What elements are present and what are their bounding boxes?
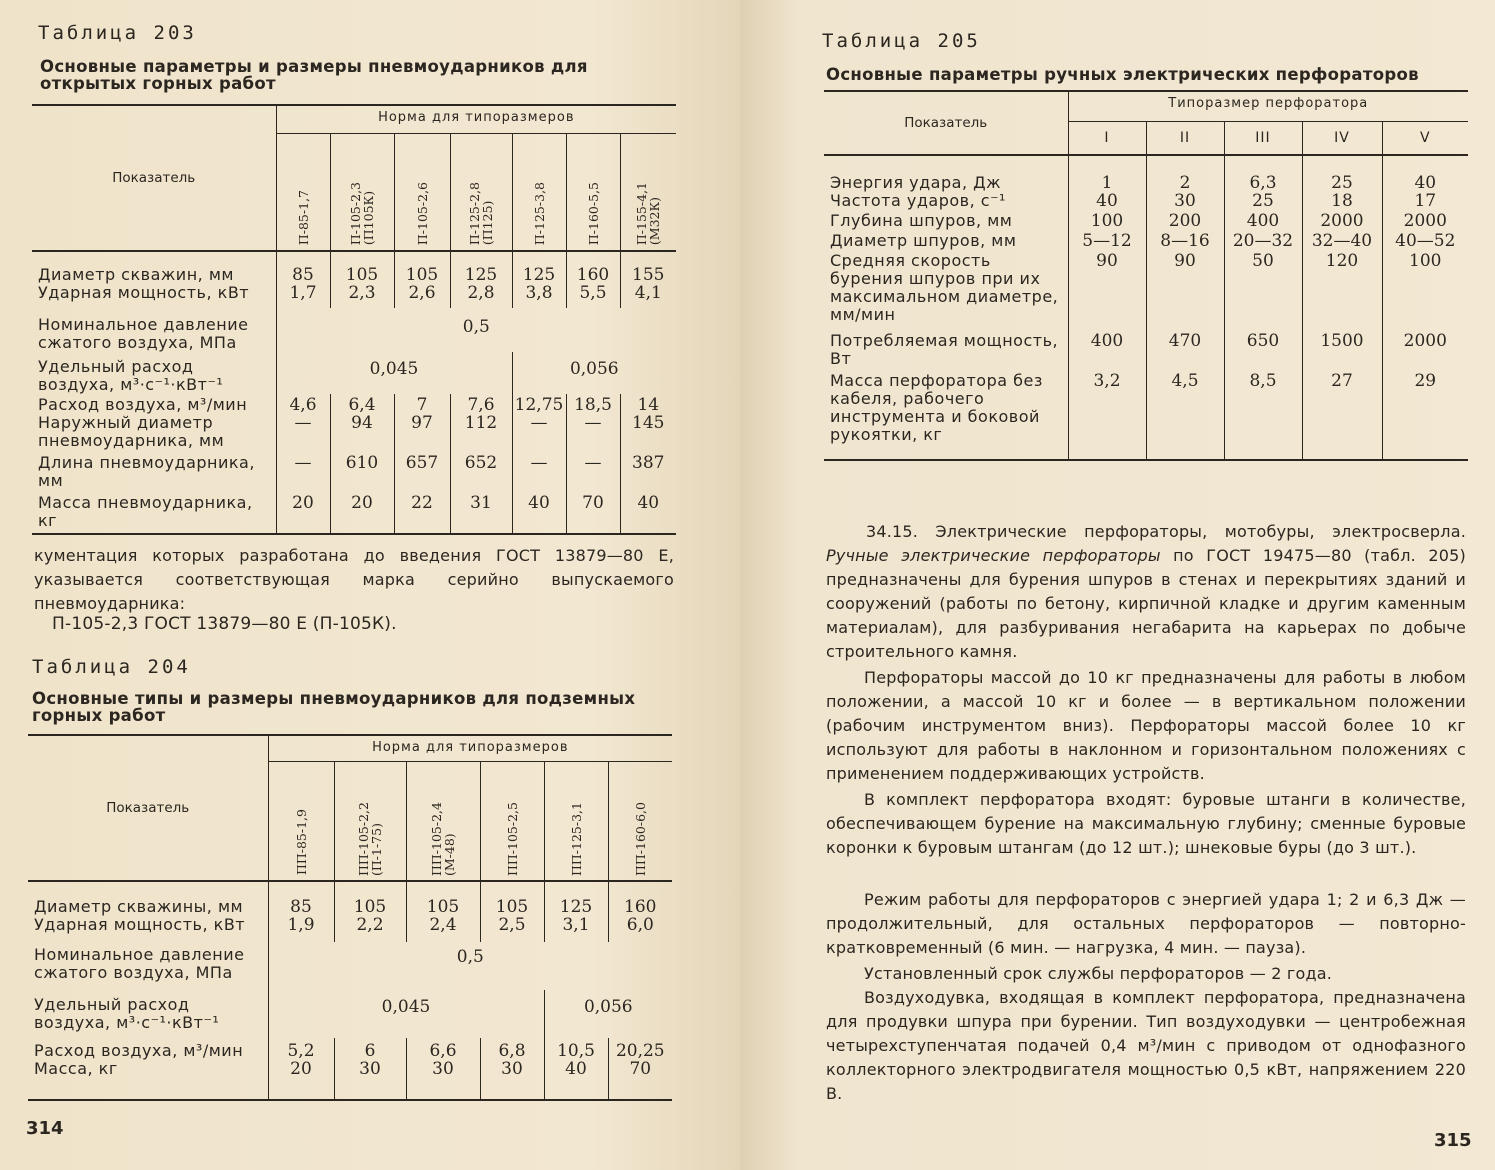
column-header-text: П-105-2,3 (П105К): [348, 182, 376, 246]
cell-value: 657: [394, 450, 450, 490]
row-label: Потребляемая мощность, Вт: [830, 331, 1059, 368]
cell-value: 112: [450, 414, 512, 450]
column-header: [394, 133, 450, 251]
column-header-wrap: [545, 762, 608, 876]
header-norm: Норма для типоразмеров: [268, 735, 672, 761]
column-header-text: III: [1255, 129, 1271, 146]
cell-value: 1,7: [276, 284, 330, 308]
cell-value: 2: [1146, 155, 1224, 192]
cell-value: 2,6: [394, 284, 450, 308]
table-row: [824, 252, 1468, 332]
column-header-wrap: [609, 762, 673, 876]
column-header: [268, 761, 334, 881]
column-header-wrap: [513, 134, 566, 246]
section-heading: 34.15. Электрические перфораторы, мотобуры, электросверла.: [866, 522, 1466, 541]
cell-value: 2000: [1302, 212, 1382, 232]
cell-value: 12,75: [512, 394, 566, 414]
cell-value: 70: [608, 1060, 672, 1100]
row-label: Длина пневмоударника, мм: [38, 453, 255, 490]
column-header-wrap: [395, 134, 450, 246]
row-label: Номинальное давление сжатого воздуха, МПа: [34, 945, 245, 982]
cell-value: 1500: [1302, 332, 1382, 372]
cell-value: 2,2: [334, 916, 406, 942]
cell-value: 105: [480, 881, 544, 916]
column-header: [566, 133, 620, 251]
cell-value: 22: [394, 490, 450, 534]
cell-value: 20: [268, 1060, 334, 1100]
page-number-left: 314: [26, 1118, 64, 1139]
cell-value: 6,6: [406, 1038, 480, 1060]
cell-value: 4,1: [620, 284, 676, 308]
cell-value: 105: [406, 881, 480, 916]
cell-value: —: [276, 414, 330, 450]
column-header: [620, 133, 676, 251]
header-indicator: Показатель: [28, 735, 268, 881]
cell-value: 85: [276, 251, 330, 284]
cell-value: 6,3: [1224, 155, 1302, 192]
paragraph-1-rest: по ГОСТ 19475—80 (табл. 205) предназначены для бурения шпуров в стенах и перекрытиях зданий и сооружений (работы по бетону, кирпичной кладке и другим каменным материалам), для разбуривания негабарита на карьерах по добыче строительного камня.: [826, 546, 1466, 661]
cell-value: 20—32: [1224, 232, 1302, 252]
table-row: [32, 394, 676, 414]
cell-split-value: 0,056: [512, 352, 676, 394]
table-row: [824, 192, 1468, 212]
column-header-wrap: [451, 134, 512, 246]
cell-value: 40: [1068, 192, 1146, 212]
table-204-title: Основные типы и размеры пневмоударников для подземных горных работ: [32, 689, 636, 725]
cell-value: 2,5: [480, 916, 544, 942]
table-205: [824, 90, 1468, 461]
cell-value: 30: [1146, 192, 1224, 212]
table-row: [28, 881, 672, 916]
cell-split-value: 0,056: [544, 990, 672, 1038]
column-header-wrap: [407, 762, 480, 876]
cell-value: 1: [1068, 155, 1146, 192]
column-header: [406, 761, 480, 881]
cell-value: 6,8: [480, 1038, 544, 1060]
cell-value: 31: [450, 490, 512, 534]
table-205-caption: Таблица 205: [822, 30, 981, 52]
table-row: [824, 212, 1468, 232]
cell-value: 20,25: [608, 1038, 672, 1060]
cell-value: 4,6: [276, 394, 330, 414]
header-norm: Типоразмер перфоратора: [1068, 91, 1468, 121]
paragraph-3: В комплект перфоратора входят: буровые штанги в количестве, обеспечивающем бурение на максимальную глубину; сменные буровые коронки к буровым штангам (до 12 шт.); шнековые буры (до 3 шт.).: [826, 790, 1466, 857]
cell-value: 160: [608, 881, 672, 916]
column-header: [330, 133, 394, 251]
column-header: [1224, 121, 1302, 155]
column-header-text: V: [1419, 129, 1431, 146]
row-label: Расход воздуха, м³/мин: [34, 1041, 244, 1060]
cell-value: 5—12: [1068, 232, 1146, 252]
row-label: Удельный расход воздуха, м³·с⁻¹·кВт⁻¹: [38, 357, 224, 394]
cell-value: 30: [480, 1060, 544, 1100]
cell-value: 2000: [1382, 212, 1468, 232]
cell-value: 6,0: [608, 916, 672, 942]
paragraph-4: Режим работы для перфораторов с энергией удара 1; 2 и 6,3 Дж — продолжительный, для остальных перфораторов — повторно-кратковременный (6 мин. — нагрузка, 4 мин. — пауза).: [826, 890, 1466, 957]
cell-value: —: [512, 450, 566, 490]
cell-value: 3,8: [512, 284, 566, 308]
cell-value: 70: [566, 490, 620, 534]
column-header: [1302, 121, 1382, 155]
cell-value: 27: [1302, 372, 1382, 460]
table-205-title: Основные параметры ручных электрических перфораторов: [826, 65, 1419, 84]
table-row: [28, 916, 672, 942]
column-header: [1068, 121, 1146, 155]
column-header-wrap: [567, 134, 620, 246]
cell-value: 400: [1068, 332, 1146, 372]
column-header: [608, 761, 672, 881]
cell-value: —: [566, 414, 620, 450]
cell-value: 5,2: [268, 1038, 334, 1060]
cell-value: 97: [394, 414, 450, 450]
table-204: [28, 734, 672, 1101]
cell-value: 40: [544, 1060, 608, 1100]
paragraph-6: Воздуходувка, входящая в комплект перфоратора, предназначена для продувки шпура при бурении. Тип воздуходувки — центробежная четырехступенчатая подачей 0,4 м³/мин с приводом от однофазного коллекторного электродвигателя мощностью 0,5 кВт, напряжением 220 В.: [826, 988, 1466, 1103]
cell-value: 610: [330, 450, 394, 490]
column-header: [1382, 121, 1468, 155]
column-header-text: П-105-2,6: [414, 182, 430, 246]
cell-value: 30: [406, 1060, 480, 1100]
cell-value: 10,5: [544, 1038, 608, 1060]
row-label: Масса, кг: [28, 1060, 268, 1100]
cell-span-value: 0,5: [276, 308, 676, 352]
column-header: [334, 761, 406, 881]
column-header-text: П-155-4,1 (М32К): [634, 182, 663, 246]
column-header-text: ПП-125-3,1: [568, 801, 584, 876]
row-label: Расход воздуха, м³/мин: [38, 395, 248, 414]
cell-value: 100: [1382, 252, 1468, 332]
table-row: [824, 232, 1468, 252]
cell-value: 120: [1302, 252, 1382, 332]
cell-value: 40: [620, 490, 676, 534]
cell-value: 25: [1224, 192, 1302, 212]
column-header-wrap: [277, 134, 330, 246]
cell-value: 17: [1382, 192, 1468, 212]
cell-value: 105: [394, 251, 450, 284]
cell-value: 400: [1224, 212, 1302, 232]
column-header-wrap: [481, 762, 544, 876]
cell-split-value: 0,045: [276, 352, 512, 394]
italic-term: Ручные электрические перфораторы: [826, 546, 1161, 565]
cell-value: 5,5: [566, 284, 620, 308]
row-label: Масса перфоратора без кабеля, рабочего инструмента и боковой рукоятки, кг: [824, 372, 1068, 460]
cell-value: —: [566, 450, 620, 490]
column-header: [512, 133, 566, 251]
column-header-text: ПП-160-6,0: [632, 801, 648, 876]
cell-split-value: 0,045: [268, 990, 544, 1038]
cell-value: 40—52: [1382, 232, 1468, 252]
paragraph-5: Установленный срок службы перфораторов — 2 года.: [864, 964, 1333, 983]
cell-value: 6: [334, 1038, 406, 1060]
cell-value: 20: [330, 490, 394, 534]
row-label: Наружный диаметр пневмоударника, мм: [38, 413, 225, 450]
row-label: Глубина шпуров, мм: [830, 211, 1013, 230]
column-header-text: IV: [1334, 129, 1350, 146]
table-row: [32, 251, 676, 284]
row-label: Удельный расход воздуха, м³·с⁻¹·кВт⁻¹: [34, 995, 220, 1032]
header-indicator: Показатель: [32, 105, 276, 251]
row-label: Масса пневмоударника, кг: [32, 490, 276, 534]
table-row: [28, 990, 672, 1038]
column-header-text: ПП-105-2,4 (М-48): [429, 801, 457, 876]
left-page: [0, 0, 740, 1170]
column-header-wrap: [621, 134, 677, 246]
table-row: [32, 284, 676, 308]
column-header-wrap: [331, 134, 394, 246]
cell-value: 3,2: [1068, 372, 1146, 460]
cell-value: 160: [566, 251, 620, 284]
row-label: Диаметр скважин, мм: [38, 265, 234, 284]
left-paragraph-line: П-105-2,3 ГОСТ 13879—80 Е (П-105К).: [52, 614, 397, 634]
row-label: Диаметр скважины, мм: [34, 897, 244, 916]
column-header-text: П-160-5,5: [585, 182, 601, 246]
column-header-text: П-125-3,8: [531, 182, 547, 246]
column-header-text: П-125-2,8 (П125): [467, 182, 495, 246]
cell-value: 650: [1224, 332, 1302, 372]
cell-value: 8—16: [1146, 232, 1224, 252]
row-label: Ударная мощность, кВт: [34, 915, 246, 934]
cell-value: 470: [1146, 332, 1224, 372]
cell-value: 2,4: [406, 916, 480, 942]
table-row: [32, 490, 676, 534]
table-row: [824, 372, 1468, 460]
page-number-right: 315: [1434, 1130, 1472, 1151]
column-header-text: I: [1104, 129, 1110, 146]
row-label: Частота ударов, с⁻¹: [830, 191, 1006, 210]
paragraph-2: Перфораторы массой до 10 кг предназначены для работы в любом положении, а массой 10 кг и более — в вертикальном положении (рабочим инструментом вниз). Перфораторы массой более 10 кг используют для работы в наклонном и горизонтальном положениях с применением поддерживающих устройств.: [826, 668, 1466, 783]
cell-value: 30: [334, 1060, 406, 1100]
column-header: [276, 133, 330, 251]
cell-value: 18,5: [566, 394, 620, 414]
cell-value: 105: [330, 251, 394, 284]
table-row: [28, 1038, 672, 1060]
cell-value: 100: [1068, 212, 1146, 232]
cell-value: 200: [1146, 212, 1224, 232]
cell-value: 6,4: [330, 394, 394, 414]
cell-value: 387: [620, 450, 676, 490]
header-norm: Норма для типоразмеров: [276, 105, 676, 133]
cell-value: 652: [450, 450, 512, 490]
cell-value: 40: [512, 490, 566, 534]
cell-value: —: [512, 414, 566, 450]
column-header: [544, 761, 608, 881]
table-204-caption: Таблица 204: [32, 656, 191, 678]
cell-value: 4,5: [1146, 372, 1224, 460]
cell-value: 32—40: [1302, 232, 1382, 252]
cell-value: 85: [268, 881, 334, 916]
table-row: [32, 450, 676, 490]
cell-value: 2000: [1382, 332, 1468, 372]
cell-value: 7: [394, 394, 450, 414]
column-header: [480, 761, 544, 881]
cell-value: 90: [1146, 252, 1224, 332]
table-row: [32, 414, 676, 450]
cell-value: 145: [620, 414, 676, 450]
table-row: [28, 942, 672, 990]
table-203: [32, 104, 676, 535]
column-header-text: ПП-85-1,9: [293, 809, 309, 876]
table-row: [824, 332, 1468, 372]
table-203-title: Основные параметры и размеры пневмоударников для открытых горных работ: [40, 57, 588, 93]
column-header: [1146, 121, 1224, 155]
cell-value: 29: [1382, 372, 1468, 460]
cell-value: 1,9: [268, 916, 334, 942]
cell-value: 18: [1302, 192, 1382, 212]
row-label: Средняя скорость бурения шпуров при их максимальном диаметре, мм/мин: [830, 251, 1059, 324]
cell-value: 7,6: [450, 394, 512, 414]
cell-value: 105: [334, 881, 406, 916]
row-label: Номинальное давление сжатого воздуха, МПа: [38, 315, 249, 352]
row-label: Диаметр шпуров, мм: [830, 231, 1017, 250]
column-header-text: ПП-105-2,2 (П-1-75): [356, 801, 384, 876]
cell-span-value: 0,5: [268, 942, 672, 990]
cell-value: 25: [1302, 155, 1382, 192]
row-label: Энергия удара, Дж: [830, 173, 1002, 192]
cell-value: 14: [620, 394, 676, 414]
cell-value: 125: [544, 881, 608, 916]
cell-value: 20: [276, 490, 330, 534]
left-paragraph: кументация которых разработана до введения ГОСТ 13879—80 Е, указывается соответствующая марка серийно выпускаемого пневмоударника:: [34, 546, 674, 613]
table-row: [32, 352, 676, 394]
column-header-text: II: [1179, 129, 1191, 146]
row-label: Ударная мощность, кВт: [38, 283, 250, 302]
cell-value: 90: [1068, 252, 1146, 332]
cell-value: 125: [450, 251, 512, 284]
cell-value: 40: [1382, 155, 1468, 192]
column-header-text: ПП-105-2,5: [504, 801, 520, 876]
cell-value: 125: [512, 251, 566, 284]
column-header-wrap: [269, 762, 334, 876]
table-row: [28, 1060, 672, 1100]
table-row: [824, 155, 1468, 192]
cell-value: 155: [620, 251, 676, 284]
cell-value: 8,5: [1224, 372, 1302, 460]
column-header-text: П-85-1,7: [295, 190, 311, 246]
cell-value: 94: [330, 414, 394, 450]
cell-value: 3,1: [544, 916, 608, 942]
paragraph-34-15: [826, 520, 1466, 664]
cell-value: —: [276, 450, 330, 490]
cell-value: 2,3: [330, 284, 394, 308]
table-row: [32, 308, 676, 352]
cell-value: 2,8: [450, 284, 512, 308]
right-page: [740, 0, 1495, 1170]
cell-value: 50: [1224, 252, 1302, 332]
column-header: [450, 133, 512, 251]
column-header-wrap: [335, 762, 406, 876]
table-203-caption: Таблица 203: [38, 22, 197, 44]
header-indicator: Показатель: [824, 91, 1068, 155]
